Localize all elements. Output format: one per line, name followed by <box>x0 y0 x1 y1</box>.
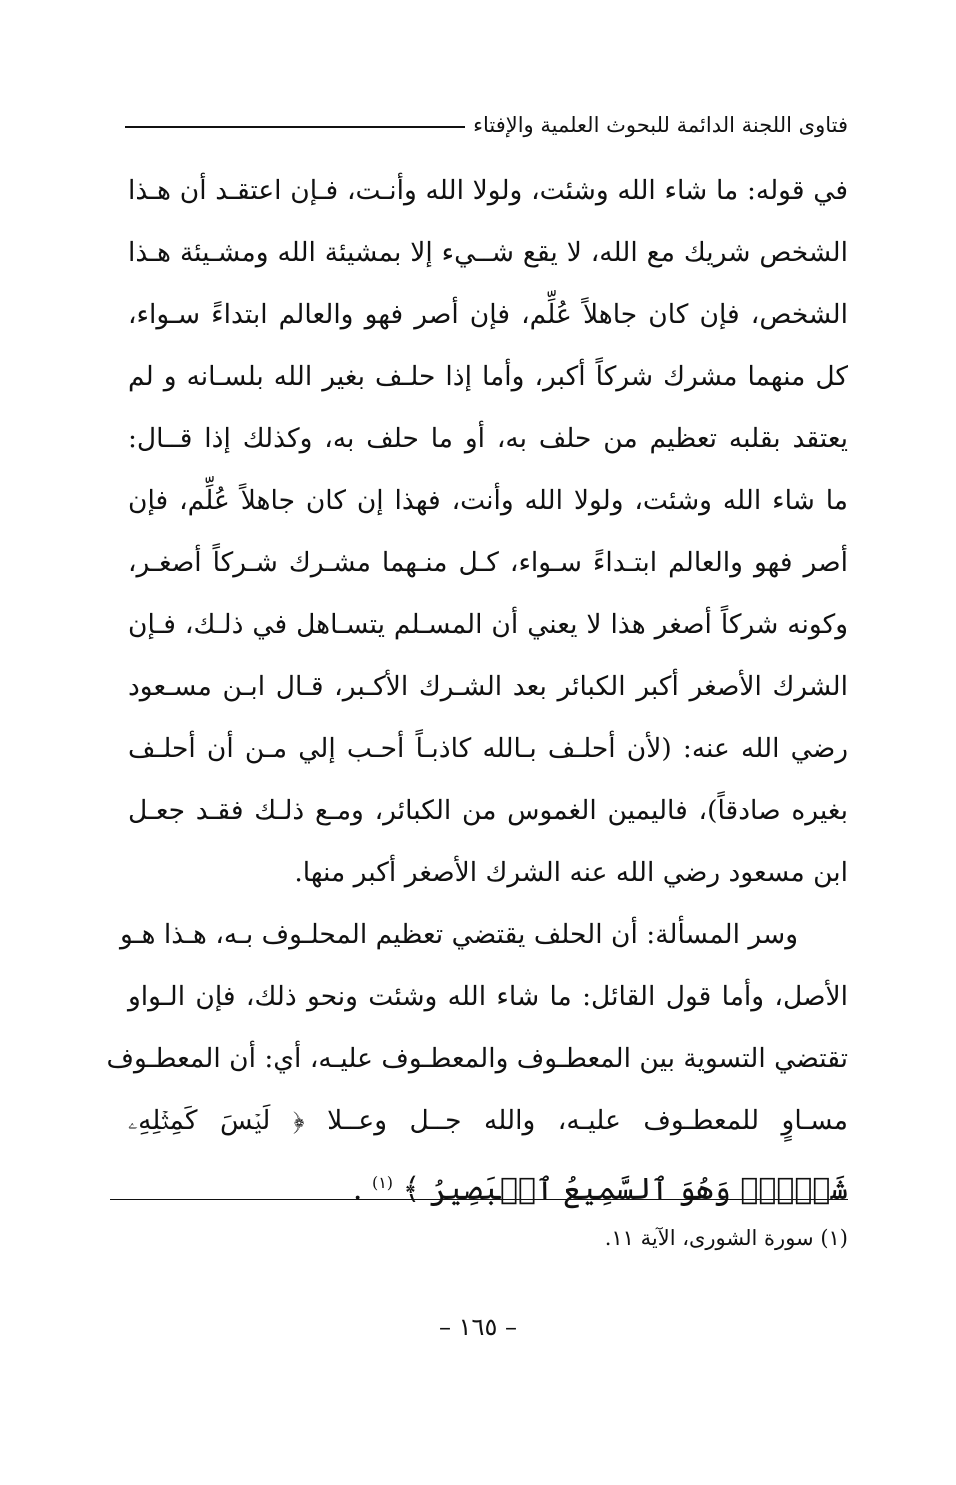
body-line: الشخص، فإن كان جاهلاً عُلِّم، فإن أصر فهو والعالم ابتداءً سـواء، <box>128 299 848 330</box>
body-line: أصر فهو والعالم ابتـداءً سـواء، كـل منـهما مشـرك شـركاً أصغـر، <box>128 547 848 578</box>
footnote-reference: (١) <box>371 1173 394 1192</box>
page-number: – ١٦٥ – <box>439 1313 517 1341</box>
body-text <box>106 160 848 1214</box>
body-line: كل منهما مشرك شركاً أكبر، وأما إذا حلـف بغير الله بلسـانه و لم <box>128 361 848 392</box>
body-line: بغيره صادقاً)، فاليمين الغموس من الكبائر، ومـع ذلـك فقـد جعـل <box>128 795 848 826</box>
quran-verse-line <box>128 1152 848 1214</box>
quran-verse-end: . <box>352 1172 363 1207</box>
body-line: مسـاوٍ للمعطـوف عليـه، والله جــل وعــلا ﴿ لَيۡسَ كَمِثۡلِهِۦ <box>128 1105 848 1136</box>
body-line: الأصل، وأما قول القائل: ما شاء الله وشئت ونحو ذلك، فإن الـواو <box>128 981 848 1012</box>
running-header <box>125 108 848 142</box>
paragraph-start-line: وسر المسألة: أن الحلف يقتضي تعظيم المحلـوف بـه، هـذا هـو <box>120 919 798 950</box>
body-line: تقتضي التسوية بين المعطـوف والمعطـوف عليـه، أي: أن المعطـوف <box>106 1043 848 1074</box>
paragraph-end-line: ابن مسعود رضي الله عنه الشرك الأصغر أكبر منها. <box>294 857 848 888</box>
body-line: في قوله: ما شاء الله وشئت، ولولا الله وأنـت، فـإن اعتقـد أن هـذا <box>128 175 848 206</box>
body-line: الشخص شريك مع الله، لا يقع شــيء إلا بمشيئة الله ومشـيئة هـذا <box>128 237 848 268</box>
quran-verse-text: شَيۡءٞۖ وَهُوَ ٱلسَّمِيعُ ٱلۡبَصِيرُ ﴾ <box>402 1172 848 1207</box>
footnote: (١) سورة الشورى، الآية ١١. <box>604 1226 848 1250</box>
header-title: فتاوى اللجنة الدائمة للبحوث العلمية والإفتاء <box>473 113 848 137</box>
header-rule <box>125 126 465 128</box>
body-line: يعتقد بقلبه تعظيم من حلف به، أو ما حلف به، وكذلك إذا قــال: <box>128 423 848 454</box>
body-line: رضي الله عنه: (لأن أحلـف بـالله كاذبـاً أحـب إلي مـن أن أحلـف <box>128 733 848 764</box>
footnote-separator <box>110 1199 848 1200</box>
body-line: وكونه شركاً أصغر هذا لا يعني أن المسـلم يتسـاهل في ذلـك، فـإن <box>128 609 848 640</box>
body-line: الشرك الأصغر أكبر الكبائر بعد الشـرك الأكـبر، قـال ابـن مسـعود <box>128 671 848 702</box>
body-line: ما شاء الله وشئت، ولولا الله وأنت، فهذا إن كان جاهلاً عُلِّم، فإن <box>128 485 848 516</box>
